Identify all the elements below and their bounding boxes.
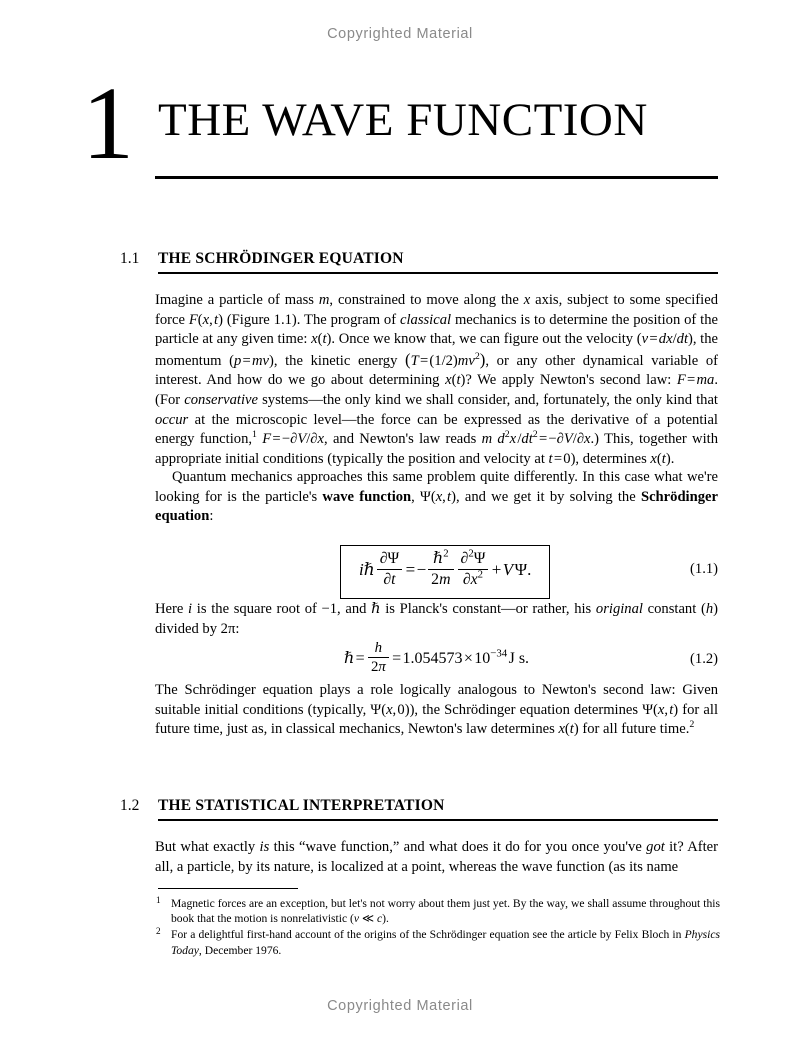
paragraph-2 <box>155 468 718 527</box>
equation-1-2-content: ℏ = $\frac{h}{2\pi}$ = 1.054573 × $10^{-34}$ J s. <box>343 639 530 675</box>
section-title-1-1: THE SCHRÖDINGER EQUATION <box>158 250 404 267</box>
footnote-2-marker: 2 <box>156 926 161 937</box>
paragraph-1 <box>155 291 718 469</box>
footnote-2 <box>155 927 720 957</box>
section-rule-1-1 <box>158 272 718 274</box>
paragraph-5-text: But what exactly is this “wave function,” and what does it do for you once you've got it? After all, a particle, by its nature, is localized at a point, whereas the wave function (as its name <box>155 839 718 875</box>
paragraph-5 <box>155 838 718 877</box>
paragraph-3 <box>155 600 718 639</box>
section-number-1-2: 1.2 <box>120 797 140 814</box>
footnote-1-text: Magnetic forces are an exception, but let's not worry about them just yet. By the way, we shall assume throughout this book that the motion is nonrelativistic (v ≪ c). <box>171 897 720 926</box>
equation-1-1-content: iℏ $\frac{\partial\Psi}{\partial t}$ = − $\frac{\hbar^2}{2m}$ $\frac{\partial^2\Psi}{\partial x^2}$ + V Ψ. <box>359 548 532 588</box>
section-number-1-1: 1.1 <box>120 250 140 267</box>
chapter-title: THE WAVE FUNCTION <box>158 94 648 146</box>
equation-number-1-1: (1.1) <box>690 561 718 577</box>
equation-number-1-2: (1.2) <box>690 651 718 667</box>
chapter-title-rule <box>155 176 718 179</box>
paragraph-3-text: Here i is the square root of −1, and ℏ is Planck's constant—or rather, his original constant (h) divided by 2π: <box>155 601 718 637</box>
copyrighted-material-watermark-bottom: Copyrighted Material <box>327 998 473 1014</box>
equation-1-2-row <box>155 639 718 676</box>
paragraph-4 <box>155 681 718 740</box>
footnote-2-text: For a delightful first-hand account of the origins of the Schrödinger equation see the article by Felix Bloch in Physics Today, December 1976. <box>171 928 720 957</box>
equation-1-1-row <box>155 545 718 593</box>
section-rule-1-2 <box>158 819 718 821</box>
paragraph-2-text: Quantum mechanics approaches this same problem quite differently. In this case what we're looking for is the particle's wave function, Ψ(x, t), and we get it by solving the Schrödinger equation: <box>155 469 718 525</box>
copyrighted-material-watermark-top: Copyrighted Material <box>327 26 473 42</box>
footnote-1 <box>155 896 720 926</box>
footnotes-block <box>155 896 720 959</box>
chapter-number: 1 <box>82 66 134 181</box>
equation-1-2-content-wrap <box>155 639 718 677</box>
paragraph-1-text: Imagine a particle of mass m, constrained to move along the x axis, subject to some specified force F(x, t) (Figure 1.1). The program of classical mechanics is to determine the position of the particle at any given time: x(t). Once we know that, we can figure out the velocity (v = dx/dt), the momentum (p = mv), the kinetic energy (T = $(1/2)mv^2$), or any other dynamical variable of interest. And how do we go about determining x(t)? We apply Newton's second law: F = ma. (For conservative systems—the only kind we shall consider, and, fortunately, the only kind that occur at the microscopic level—the force can be expressed as the derivative of a potential energy function,$^1$ F = −∂V/∂x, and Newton's law reads m $d^2x$ $/dt^2$ = −∂V/∂x.) This, together with appropriate initial conditions (typically the position and velocity at t = 0), determines x(t). <box>155 292 719 467</box>
footnote-1-marker: 1 <box>156 895 161 905</box>
equation-1-1-box <box>340 545 550 599</box>
paragraph-4-text: The Schrödinger equation plays a role logically analogous to Newton's second law: Given suitable initial conditions (typically, Ψ(x, 0)), the Schrödinger equation determines Ψ(x, t) for all future time, just as, in classical mechanics, Newton's law determines x(t) for all future time.$^2$ <box>155 682 719 738</box>
footnote-separator-rule <box>158 888 298 889</box>
section-title-1-2: THE STATISTICAL INTERPRETATION <box>158 797 445 814</box>
